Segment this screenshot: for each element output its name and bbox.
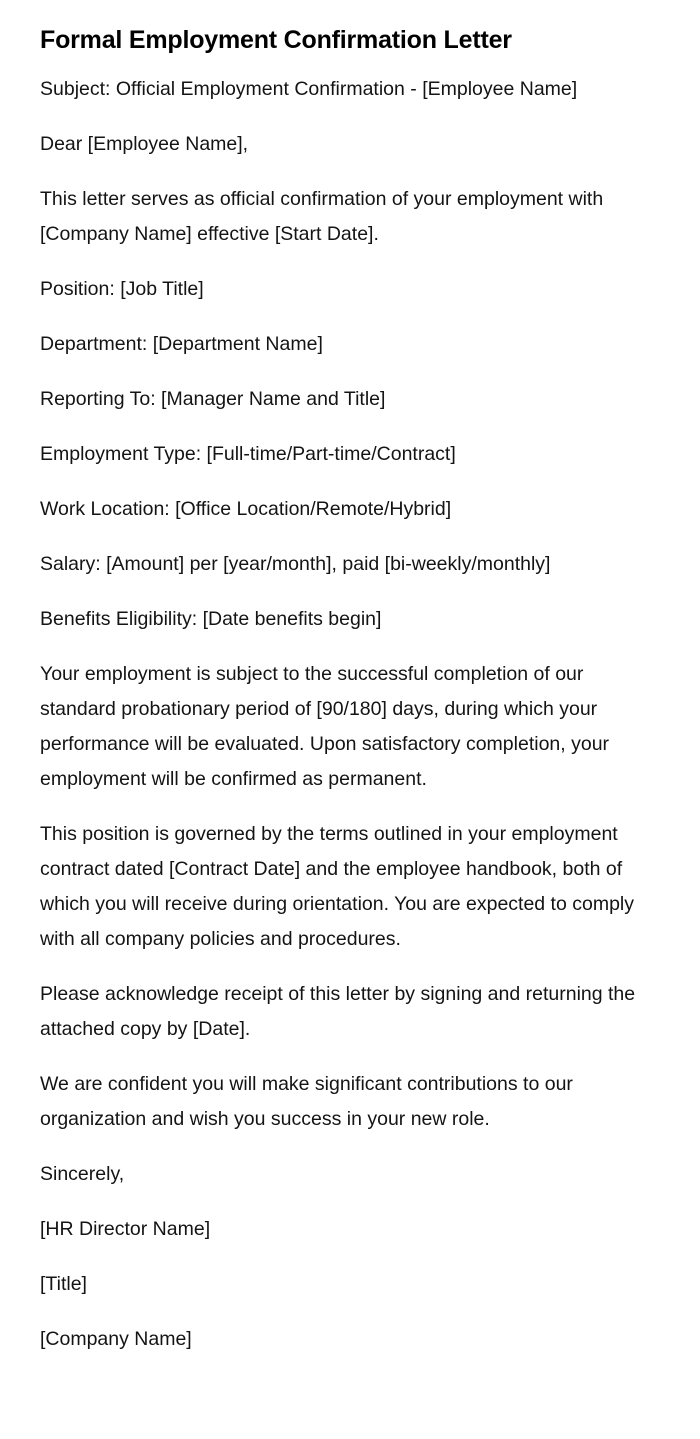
intro-paragraph: This letter serves as official confirmation of your employment with [Company Name] effective [Start Date]. <box>40 188 604 245</box>
signer-title: [Title] <box>40 1273 87 1295</box>
detail-reporting-to: Reporting To: [Manager Name and Title] <box>40 388 386 410</box>
subject-line: Subject: Official Employment Confirmation - [Employee Name] <box>40 78 578 100</box>
detail-work-location: Work Location: [Office Location/Remote/Hybrid] <box>40 498 452 520</box>
detail-employment-type: Employment Type: [Full-time/Part-time/Contract] <box>40 443 456 465</box>
detail-salary: Salary: [Amount] per [year/month], paid [bi-weekly/monthly] <box>40 553 551 575</box>
closing-remark: We are confident you will make significant contributions to our organization and wish you success in your new role. <box>40 1073 573 1130</box>
detail-benefits: Benefits Eligibility: [Date benefits begin] <box>40 608 382 630</box>
salutation: Dear [Employee Name], <box>40 133 249 155</box>
detail-position: Position: [Job Title] <box>40 278 204 300</box>
signer-name: [HR Director Name] <box>40 1218 211 1240</box>
acknowledge-paragraph: Please acknowledge receipt of this letter by signing and returning the attached copy by [Date]. <box>40 983 636 1040</box>
terms-paragraph: This position is governed by the terms outlined in your employment contract dated [Contract Date] and the employee handbook, both of which you will receive during orientation. You are expected to comply with all company policies and procedures. <box>40 823 635 950</box>
signer-company: [Company Name] <box>40 1328 192 1350</box>
probation-paragraph: Your employment is subject to the successful completion of our standard probationary period of [90/180] days, during which your performance will be evaluated. Upon satisfactory completion, your employment will be confirmed as permanent. <box>40 663 610 790</box>
document-title: Formal Employment Confirmation Letter <box>40 26 512 54</box>
sign-off: Sincerely, <box>40 1163 125 1185</box>
detail-department: Department: [Department Name] <box>40 333 323 355</box>
